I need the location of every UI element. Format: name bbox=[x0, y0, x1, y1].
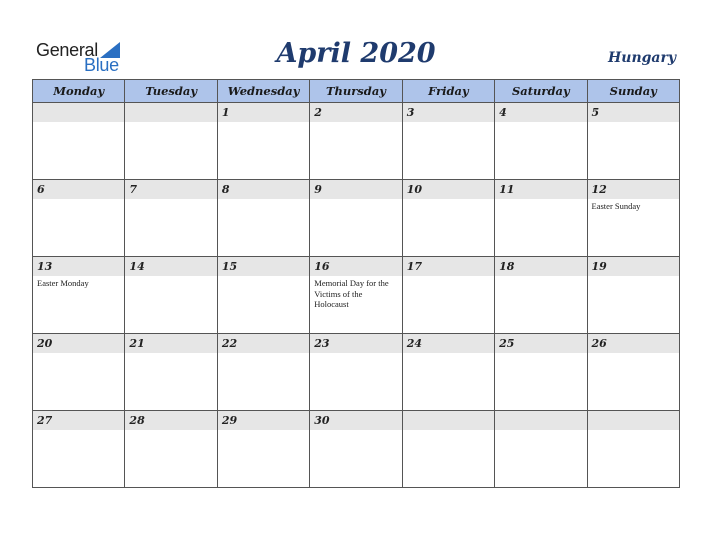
day-cell bbox=[495, 411, 587, 488]
weekday-saturday: Saturday bbox=[495, 80, 587, 103]
day-number: 16 bbox=[310, 257, 401, 276]
day-number: 17 bbox=[403, 257, 494, 276]
day-number: 15 bbox=[218, 257, 309, 276]
day-number bbox=[125, 103, 216, 122]
holiday-label bbox=[33, 430, 124, 432]
holiday-label bbox=[495, 199, 586, 201]
holiday-label bbox=[403, 199, 494, 201]
day-number: 29 bbox=[218, 411, 309, 430]
day-cell bbox=[495, 103, 587, 180]
day-cell bbox=[587, 257, 679, 334]
day-number bbox=[495, 411, 586, 430]
holiday-label bbox=[218, 199, 309, 201]
day-number: 26 bbox=[588, 334, 679, 353]
day-number: 13 bbox=[33, 257, 124, 276]
holiday-label bbox=[33, 199, 124, 201]
week-row bbox=[33, 257, 680, 334]
country-label: Hungary bbox=[608, 50, 676, 66]
day-cell bbox=[495, 180, 587, 257]
day-number: 19 bbox=[588, 257, 679, 276]
week-row bbox=[33, 103, 680, 180]
day-cell bbox=[33, 257, 125, 334]
calendar-grid bbox=[32, 79, 680, 488]
holiday-label bbox=[310, 353, 401, 355]
day-cell bbox=[310, 257, 402, 334]
day-number: 7 bbox=[125, 180, 216, 199]
day-cell bbox=[33, 334, 125, 411]
day-number: 21 bbox=[125, 334, 216, 353]
day-cell bbox=[125, 180, 217, 257]
week-row bbox=[33, 411, 680, 488]
holiday-label bbox=[588, 276, 679, 278]
day-number: 9 bbox=[310, 180, 401, 199]
day-cell bbox=[125, 334, 217, 411]
holiday-label bbox=[403, 122, 494, 124]
weekday-tuesday: Tuesday bbox=[125, 80, 217, 103]
day-number: 10 bbox=[403, 180, 494, 199]
holiday-label bbox=[588, 122, 679, 124]
holiday-label bbox=[125, 122, 216, 124]
weekday-wednesday: Wednesday bbox=[217, 80, 309, 103]
weekday-monday: Monday bbox=[33, 80, 125, 103]
day-cell bbox=[33, 180, 125, 257]
day-cell bbox=[217, 180, 309, 257]
calendar-title: April 2020 bbox=[276, 38, 436, 69]
holiday-label bbox=[495, 122, 586, 124]
holiday-label: Easter Sunday bbox=[591, 201, 641, 211]
holiday-label bbox=[33, 353, 124, 355]
day-number: 1 bbox=[218, 103, 309, 122]
logo-blue-text: Blue bbox=[84, 55, 119, 75]
holiday-label bbox=[218, 276, 309, 278]
holiday-label bbox=[588, 353, 679, 355]
day-cell bbox=[402, 334, 494, 411]
holiday-label bbox=[495, 353, 586, 355]
weekday-friday: Friday bbox=[402, 80, 494, 103]
day-number: 18 bbox=[495, 257, 586, 276]
day-cell bbox=[125, 257, 217, 334]
day-cell bbox=[310, 103, 402, 180]
day-number: 14 bbox=[125, 257, 216, 276]
holiday-label bbox=[125, 430, 216, 432]
holiday-label bbox=[218, 122, 309, 124]
day-number: 23 bbox=[310, 334, 401, 353]
day-number: 22 bbox=[218, 334, 309, 353]
day-number: 27 bbox=[33, 411, 124, 430]
weekday-thursday: Thursday bbox=[310, 80, 402, 103]
day-cell bbox=[587, 334, 679, 411]
week-row bbox=[33, 180, 680, 257]
day-cell bbox=[217, 257, 309, 334]
week-row bbox=[33, 334, 680, 411]
day-cell bbox=[125, 103, 217, 180]
day-number: 25 bbox=[495, 334, 586, 353]
holiday-label bbox=[403, 353, 494, 355]
day-cell bbox=[217, 334, 309, 411]
day-number: 11 bbox=[495, 180, 586, 199]
day-cell bbox=[310, 411, 402, 488]
day-cell bbox=[587, 411, 679, 488]
day-number: 24 bbox=[403, 334, 494, 353]
day-cell bbox=[495, 334, 587, 411]
logo-general-text: General bbox=[36, 40, 98, 60]
holiday-label: Memorial Day for the Victims of the Holocaust bbox=[314, 278, 389, 309]
holiday-label bbox=[125, 199, 216, 201]
day-cell bbox=[495, 257, 587, 334]
day-cell bbox=[217, 103, 309, 180]
holiday-label bbox=[218, 353, 309, 355]
holiday-label bbox=[588, 430, 679, 432]
day-number: 20 bbox=[33, 334, 124, 353]
day-number: 5 bbox=[588, 103, 679, 122]
day-number: 4 bbox=[495, 103, 586, 122]
day-number: 12 bbox=[588, 180, 679, 199]
day-number: 2 bbox=[310, 103, 401, 122]
holiday-label bbox=[310, 122, 401, 124]
day-number bbox=[403, 411, 494, 430]
holiday-label bbox=[33, 122, 124, 124]
weekday-header-row bbox=[33, 80, 680, 103]
holiday-label bbox=[310, 199, 401, 201]
day-number bbox=[33, 103, 124, 122]
day-cell bbox=[310, 334, 402, 411]
day-cell bbox=[402, 180, 494, 257]
holiday-label bbox=[403, 430, 494, 432]
holiday-label bbox=[125, 353, 216, 355]
holiday-label bbox=[403, 276, 494, 278]
day-number: 28 bbox=[125, 411, 216, 430]
holiday-label bbox=[218, 430, 309, 432]
day-number: 3 bbox=[403, 103, 494, 122]
day-cell bbox=[402, 411, 494, 488]
day-cell bbox=[402, 103, 494, 180]
holiday-label: Easter Monday bbox=[37, 278, 89, 288]
holiday-label bbox=[495, 276, 586, 278]
day-cell bbox=[402, 257, 494, 334]
day-cell bbox=[217, 411, 309, 488]
day-number: 6 bbox=[33, 180, 124, 199]
day-cell bbox=[33, 103, 125, 180]
day-cell bbox=[33, 411, 125, 488]
day-cell bbox=[125, 411, 217, 488]
day-cell bbox=[310, 180, 402, 257]
day-number: 30 bbox=[310, 411, 401, 430]
day-cell bbox=[587, 103, 679, 180]
holiday-label bbox=[495, 430, 586, 432]
day-number: 8 bbox=[218, 180, 309, 199]
holiday-label bbox=[125, 276, 216, 278]
weekday-sunday: Sunday bbox=[587, 80, 679, 103]
day-cell bbox=[587, 180, 679, 257]
day-number bbox=[588, 411, 679, 430]
holiday-label bbox=[310, 430, 401, 432]
